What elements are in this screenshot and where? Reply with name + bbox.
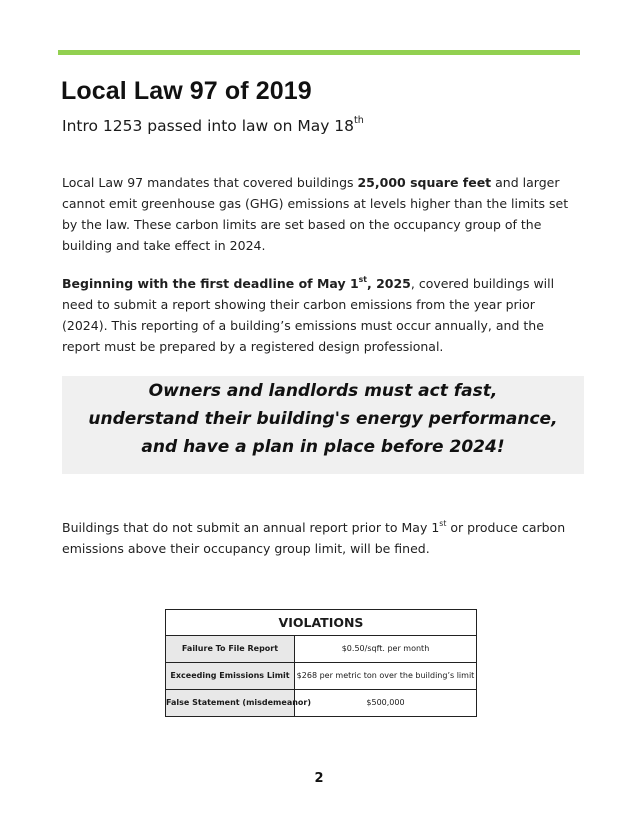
table-row [166,636,476,663]
violation-label: Failure To File Report [166,636,295,662]
fines-text-b: or produce carbon emissions above their occupancy group limit, will be fined. [62,520,566,556]
callout-box [62,376,584,474]
page-number: 2 [314,771,324,786]
page-subtitle [62,117,364,135]
violation-label: Exceeding Emissions Limit [166,663,295,689]
subtitle-text: Intro 1253 passed into law on May 18 [62,117,355,135]
deadline-text: , covered buildings will need to submit a report showing their carbon emissions from the year prior (2024). This reporting of a building’s emissions must occur annually, and the report must be prepared by a registered design professional. [62,276,555,354]
subtitle-superscript: th [354,115,364,127]
violation-label: False Statement (misdemeanor) [166,690,295,716]
violations-heading: VIOLATIONS [166,610,476,636]
violations-table [165,609,477,717]
table-row [166,690,476,716]
page-title: Local Law 97 of 2019 [61,77,312,105]
fines-text-a: Buildings that do not submit an annual report prior to May 1 [62,520,440,535]
callout-line-3: and have a plan in place before 2024! [141,437,505,457]
fines-paragraph [62,517,572,559]
violation-penalty: $500,000 [366,698,405,707]
deadline-bold-b: , 2025 [366,276,411,291]
fines-superscript: st [439,518,447,528]
violation-penalty: $0.50/sqft. per month [341,644,430,653]
callout-line-2: understand their building's energy performance, [88,409,558,429]
intro-paragraph [62,172,572,256]
table-row [166,663,476,690]
deadline-bold-superscript: st [358,274,367,284]
intro-text-b: and larger cannot emit greenhouse gas (GHG) emissions at levels higher than the limits set by the law. These carbon limits are set based on the occupancy group of the building and take effect in 2024. [62,175,569,253]
deadline-bold-a: Beginning with the first deadline of May 1 [62,276,359,291]
callout-line-1: Owners and landlords must act fast, [148,381,498,401]
deadline-paragraph [62,273,572,357]
intro-text-a: Local Law 97 mandates that covered buildings [62,175,358,190]
intro-bold-area: 25,000 square feet [357,175,492,190]
header-accent-rule [58,50,580,55]
violation-penalty: $268 per metric ton over the building’s limit [296,671,475,680]
